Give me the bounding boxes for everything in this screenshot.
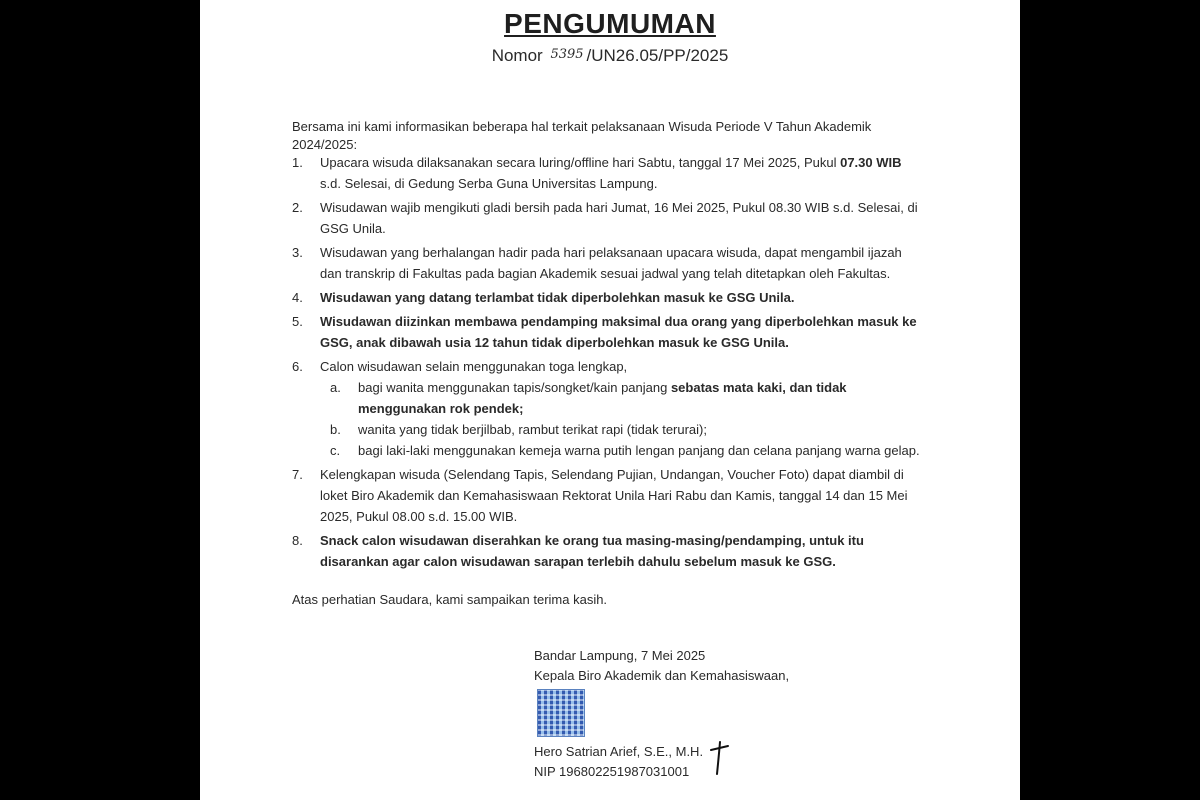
document-number: [200, 46, 1020, 66]
sub-item-text: wanita yang tidak berjilbab, rambut terikat rapi (tidak terurai);: [358, 422, 707, 437]
item-number: 1.: [292, 155, 303, 170]
list-item-1: [292, 152, 922, 194]
list-item-7: [292, 464, 922, 527]
item-text-bold: 07.30 WIB: [840, 155, 902, 170]
list-item-3: [292, 242, 922, 284]
signer-position: Kepala Biro Akademik dan Kemahasiswaan,: [534, 668, 790, 683]
sub-item-b: [320, 419, 922, 440]
item-text: Wisudawan wajib mengikuti gladi bersih pada hari Jumat, 16 Mei 2025, Pukul 08.30 WIB s.d. Selesai, di GSG Unila.: [320, 200, 918, 236]
item-number: 4.: [292, 290, 303, 305]
document-page: [200, 0, 1020, 800]
item-number: 8.: [292, 533, 303, 548]
item-text: Upacara wisuda dilaksanakan secara luring/offline hari Sabtu, tanggal 17 Mei 2025, Pukul: [320, 155, 841, 170]
sub-item-text-bold: sebatas mata kaki, dan tidak menggunakan rok pendek;: [358, 380, 847, 416]
closing-remark: Atas perhatian Saudara, kami sampaikan terima kasih.: [292, 592, 608, 607]
sub-item-letter: a.: [330, 380, 341, 395]
paraf-initial-icon: [708, 738, 732, 778]
sub-item-letter: b.: [330, 422, 341, 437]
item-text: Kelengkapan wisuda (Selendang Tapis, Selendang Pujian, Undangan, Voucher Foto) dapat diambil di loket Biro Akademik dan Kemahasiswaan Rektorat Unila Hari Rabu dan Kamis, tanggal 14 dan 15 Mei 2025, Pukul 08.00 s.d. 15.00 WIB.: [320, 467, 908, 524]
list-item-6: [292, 356, 922, 461]
item-number: 6.: [292, 359, 303, 374]
number-prefix: Nomor: [491, 46, 543, 65]
item-text: Wisudawan diizinkan membawa pendamping maksimal dua orang yang diperbolehkan masuk ke GSG, anak dibawah usia 12 tahun tidak diperbolehkan masuk ke GSG Unila.: [320, 314, 917, 350]
qr-code-icon: [538, 690, 584, 736]
number-suffix: /UN26.05/PP/2025: [586, 46, 729, 65]
signer-nip: NIP 196802251987031001: [534, 764, 690, 779]
item-number: 3.: [292, 245, 303, 260]
list-item-4: [292, 287, 922, 308]
announcement-list: [292, 152, 922, 575]
handwritten-number: 5395: [550, 47, 584, 62]
place-date: Bandar Lampung, 7 Mei 2025: [534, 648, 706, 663]
sub-item-a: [320, 377, 922, 419]
item-text: Snack calon wisudawan diserahkan ke orang tua masing-masing/pendamping, untuk itu disarankan agar calon wisudawan sarapan terlebih dahulu sebelum masuk ke GSG.: [320, 533, 864, 569]
item-text: s.d. Selesai, di Gedung Serba Guna Universitas Lampung.: [320, 176, 658, 191]
list-item-8: [292, 530, 922, 572]
item-number: 5.: [292, 314, 303, 329]
sub-item-c: [320, 440, 922, 461]
signer-name: Hero Satrian Arief, S.E., M.H.: [534, 744, 704, 759]
signer-details: [534, 742, 703, 782]
item-number: 2.: [292, 200, 303, 215]
list-item-5: [292, 311, 922, 353]
item-text: Wisudawan yang berhalangan hadir pada hari pelaksanaan upacara wisuda, dapat mengambil ijazah dan transkrip di Fakultas pada bagian Akademik sesuai jadwal yang telah ditetapkan oleh Fakultas.: [320, 245, 902, 281]
item-number: 7.: [292, 467, 303, 482]
item-text: Wisudawan yang datang terlambat tidak diperbolehkan masuk ke GSG Unila.: [320, 290, 795, 305]
document-title: PENGUMUMAN: [504, 8, 716, 39]
list-item-2: [292, 197, 922, 239]
item-text: Calon wisudawan selain menggunakan toga lengkap,: [320, 359, 628, 374]
signature-block-header: [534, 646, 789, 686]
intro-paragraph: Bersama ini kami informasikan beberapa hal terkait pelaksanaan Wisuda Periode V Tahun Akademik 2024/2025:: [292, 119, 872, 152]
sub-item-letter: c.: [330, 443, 341, 458]
sub-item-text: bagi laki-laki menggunakan kemeja warna putih lengan panjang dan celana panjang warna gelap.: [358, 443, 920, 458]
sub-item-text: bagi wanita menggunakan tapis/songket/kain panjang: [358, 380, 671, 395]
